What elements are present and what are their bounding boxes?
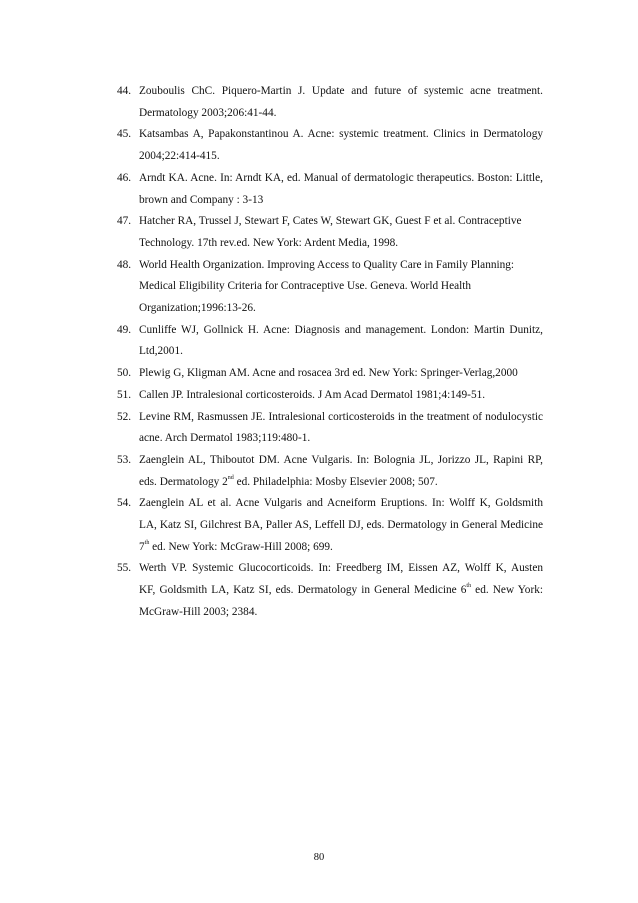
reference-text: KF, Goldsmith LA, Katz SI, eds. Dermatology in General Medicine 6 xyxy=(139,584,467,597)
reference-number: 48. xyxy=(117,258,132,271)
reference-46 xyxy=(117,168,543,211)
reference-54 xyxy=(117,493,543,558)
reference-line: Medical Eligibility Criteria for Contraceptive Use. Geneva. World Health xyxy=(139,280,472,293)
reference-number: 51. xyxy=(117,388,132,401)
reference-52 xyxy=(117,407,543,450)
reference-line: Arndt KA. Acne. In: Arndt KA, ed. Manual of dermatologic therapeutics. Boston: Little, xyxy=(139,171,543,184)
reference-line: Werth VP. Systemic Glucocorticoids. In: Freedberg IM, Eissen AZ, Wolff K, Austen xyxy=(139,562,543,575)
reference-line: Zouboulis ChC. Piquero-Martin J. Update and future of systemic acne treatment. xyxy=(139,85,543,97)
reference-number: 52. xyxy=(117,410,132,423)
reference-line: brown and Company : 3-13 xyxy=(139,193,264,206)
reference-line: Dermatology 2003;206:41-44. xyxy=(139,106,277,119)
reference-line xyxy=(139,472,543,494)
reference-text: 7 xyxy=(139,540,145,553)
reference-number: 44. xyxy=(117,85,132,97)
reference-48 xyxy=(117,255,543,320)
reference-line: Levine RM, Rasmussen JE. Intralesional corticosteroids in the treatment of nodulocystic xyxy=(139,410,543,423)
ordinal-suffix: nd xyxy=(227,474,234,481)
reference-51 xyxy=(117,385,543,407)
reference-53 xyxy=(117,450,543,493)
reference-line: Ltd,2001. xyxy=(139,345,183,358)
reference-line: McGraw-Hill 2003; 2384. xyxy=(139,605,258,618)
reference-line xyxy=(139,580,543,602)
reference-number: 47. xyxy=(117,215,132,228)
reference-number: 46. xyxy=(117,171,132,184)
reference-line: 2004;22:414-415. xyxy=(139,150,220,163)
reference-line: LA, Katz SI, Gilchrest BA, Paller AS, Leffell DJ, eds. Dermatology in General Medicine xyxy=(139,519,543,532)
reference-number: 49. xyxy=(117,323,132,336)
ordinal-suffix: th xyxy=(466,583,472,590)
reference-line: Plewig G, Kligman AM. Acne and rosacea 3rd ed. New York: Springer-Verlag,2000 xyxy=(139,367,518,380)
reference-55 xyxy=(117,558,543,623)
reference-line: Hatcher RA, Trussel J, Stewart F, Cates W, Stewart GK, Guest F et al. Contraceptive xyxy=(139,215,522,228)
reference-number: 54. xyxy=(117,497,132,510)
ordinal-suffix: th xyxy=(144,539,150,546)
reference-line xyxy=(139,537,543,559)
reference-text: ed. Philadelphia: Mosby Elsevier 2008; 507. xyxy=(233,475,438,488)
reference-list xyxy=(117,81,543,624)
reference-line: Cunliffe WJ, Gollnick H. Acne: Diagnosis and management. London: Martin Dunitz, xyxy=(139,323,543,336)
reference-line: acne. Arch Dermatol 1983;119:480-1. xyxy=(139,432,311,445)
reference-45 xyxy=(117,124,543,167)
reference-text: ed. New York: McGraw-Hill 2008; 699. xyxy=(149,540,333,553)
page-number: 80 xyxy=(313,852,325,863)
reference-line: Zaenglein AL et al. Acne Vulgaris and Acneiform Eruptions. In: Wolff K, Goldsmith xyxy=(139,497,543,510)
reference-number: 55. xyxy=(117,562,132,575)
reference-line: Organization;1996:13-26. xyxy=(139,302,256,315)
reference-50 xyxy=(117,363,543,385)
reference-number: 50. xyxy=(117,367,132,380)
reference-49 xyxy=(117,320,543,363)
reference-47 xyxy=(117,211,543,254)
reference-44 xyxy=(117,81,543,124)
reference-line: Katsambas A, Papakonstantinou A. Acne: systemic treatment. Clinics in Dermatology xyxy=(139,128,543,141)
reference-text: ed. New York: xyxy=(471,584,543,597)
reference-line: Callen JP. Intralesional corticosteroids. J Am Acad Dermatol 1981;4:149-51. xyxy=(139,388,486,401)
reference-number: 53. xyxy=(117,453,132,466)
reference-line: World Health Organization. Improving Access to Quality Care in Family Planning: xyxy=(139,258,515,271)
reference-line: Technology. 17th rev.ed. New York: Ardent Media, 1998. xyxy=(139,236,399,249)
reference-text: eds. Dermatology 2 xyxy=(139,475,228,488)
reference-line: Zaenglein AL, Thiboutot DM. Acne Vulgaris. In: Bolognia JL, Jorizzo JL, Rapini RP, xyxy=(139,453,543,466)
reference-number: 45. xyxy=(117,128,132,141)
